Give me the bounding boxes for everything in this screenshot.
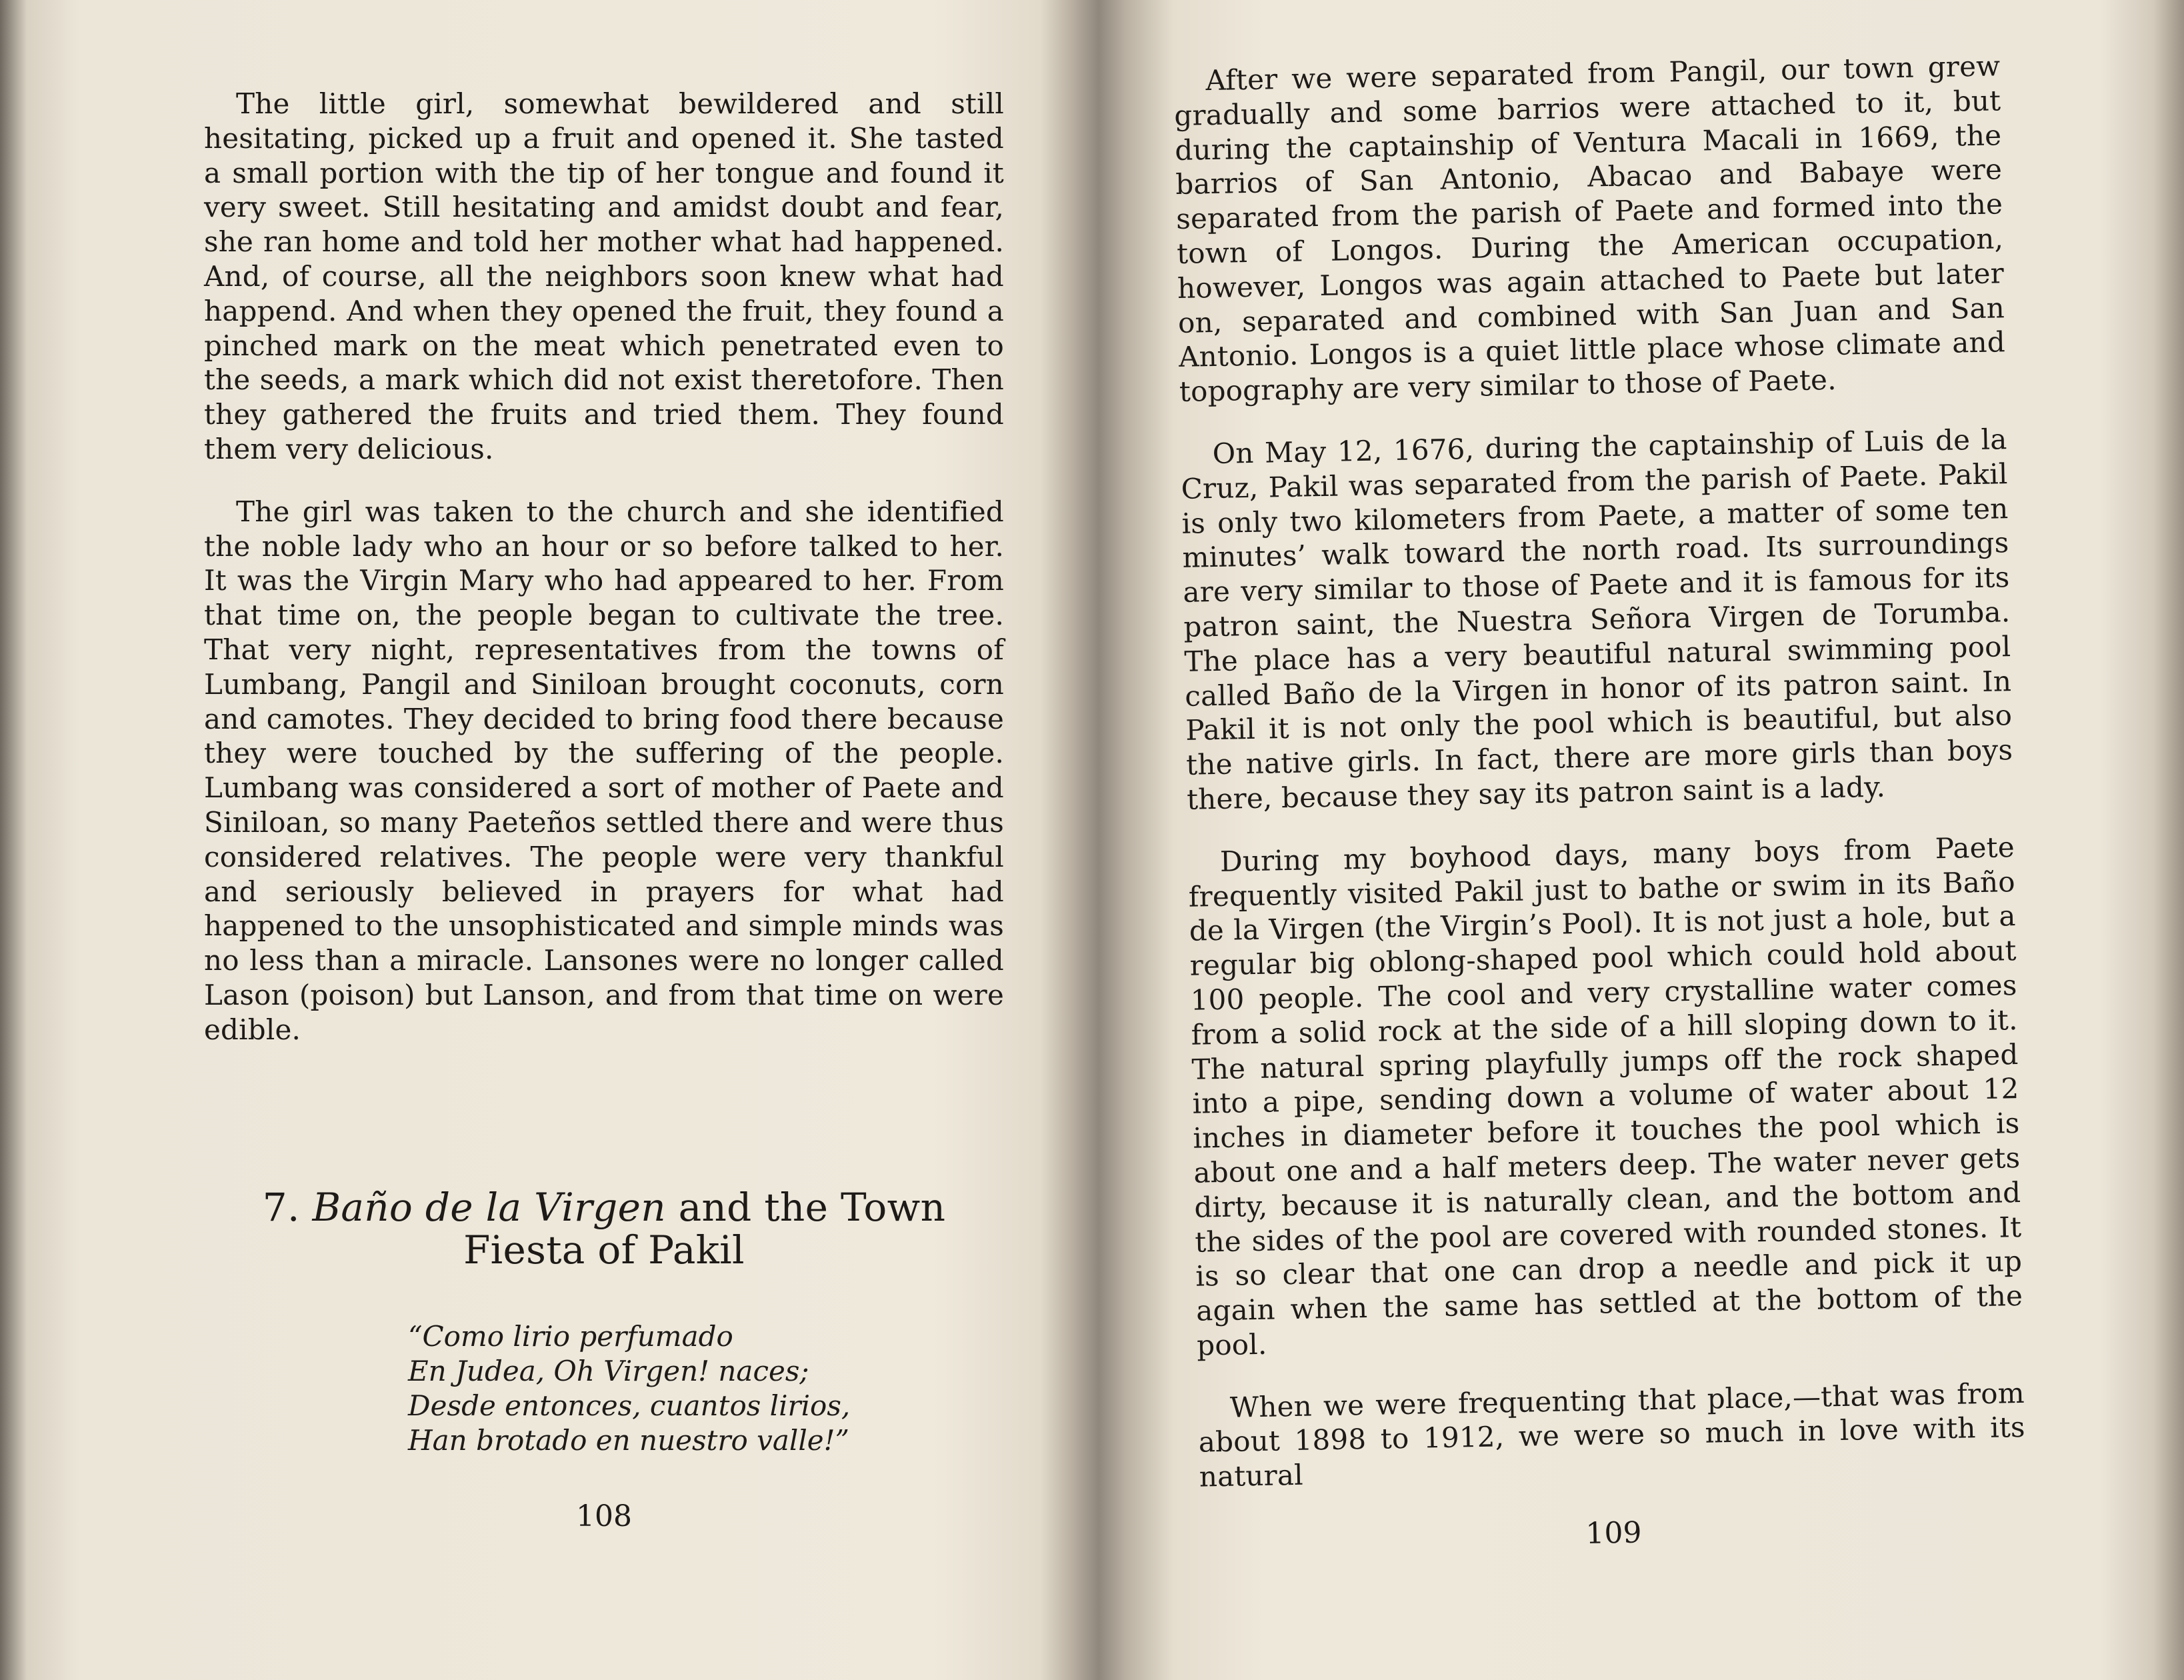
poem-line: Han brotado en nuestro valle!” — [408, 1423, 849, 1457]
chapter-title-rest: and the Town Fiesta of Pakil — [463, 1184, 946, 1273]
poem-line: Desde entonces, cuantos lirios, — [408, 1389, 851, 1422]
left-paragraph-2: The girl was taken to the church and she identified the noble lady who an hour or so before talked to her. It was the Virgin Mary who had appeared to her. From that time on, the people began to cultivate the tree. That very night, representatives from the towns of Lumbang, Pangil and Siniloan brought coconuts, corn and camotes. They decided to bring food there because they were touched by the suffering of the people. Lumbang was considered a sort of mother of Paete and Siniloan, so many Paeteños settled there and were thus considered relatives. The people were very thankful and seriously believed in prayers for what had happened to the unsophisticated and simple minds was no less than a miracle. Lansones were no longer called Lason (poison) but Lanson, and from that time on were edible. — [204, 495, 1004, 1046]
epigraph-poem — [408, 1319, 1004, 1458]
right-paragraph-4: When we were frequenting that place,—that was from about 1898 to 1912, we were so much in love with its natural — [1198, 1376, 2026, 1493]
right-paragraph-1: After we were separated from Pangil, our town grew gradually and some barrios were attached to it, but during the captainship of Ventura Macali in 1669, the barrios of San Antonio, Abacao and Babaye were separated from the parish of Paete and formed into the town of Longos. During the American occupation, however, Longos was again attached to Paete but later on, separated and combined with San Juan and San Antonio. Longos is a quiet little place whose climate and topography are very similar to those of Paete. — [1173, 49, 2006, 409]
page-number-left: 108 — [576, 1499, 632, 1533]
poem-line: En Judea, Oh Virgen! naces; — [408, 1354, 809, 1387]
chapter-number: 7. — [262, 1184, 300, 1230]
chapter-title-italic: Baño de la Virgen — [312, 1184, 666, 1230]
right-paragraph-2: On May 12, 1676, during the captainship of Luis de la Cruz, Pakil was separated from the parish of Paete. Pakil is only two kilometers from Paete, a matter of some ten minutes’ walk toward the north road. Its surroundings are very similar to those of Paete and it is famous for its patron saint, the Nuestra Señora Virgen de Torumba. The place has a very beautiful natural swimming pool called Baño de la Virgen in honor of its patron saint. In Pakil it is not only the pool which is beautiful, but also the native girls. In fact, there are more girls than boys there, because they say its patron saint is a lady. — [1181, 423, 2013, 816]
poem-line: “Como lirio perfumado — [408, 1319, 733, 1353]
chapter-heading — [204, 1186, 1004, 1271]
left-page — [204, 87, 1004, 1533]
right-page — [1173, 49, 2027, 1557]
left-paragraph-1: The little girl, somewhat bewildered and still hesitating, picked up a fruit and opened it. She tasted a small portion with the tip of her tongue and found it very sweet. Still hesitating and amidst doubt and fear, she ran home and told her mother what had happened. And, of course, all the neighbors soon knew what had happend. And when they opened the fruit, they found a pinched mark on the meat which penetrated even to the seeds, a mark which did not exist theretofore. Then they gathered the fruits and tried them. They found them very delicious. — [204, 87, 1004, 465]
page-number-right: 109 — [1585, 1515, 1642, 1551]
right-paragraph-3: During my boyhood days, many boys from Paete frequently visited Pakil just to bathe or swim in its Baño de la Virgen (the Virgin’s Pool). It is not just a hole, but a regular big oblong-shaped pool which could hold about 100 people. The cool and very crystalline water comes from a solid rock at the side of a hill sloping down to it. The natural spring playfully jumps off the rock shaped into a pipe, sending down a volume of water about 12 inches in diameter before it touches the pool which is about one and a half meters deep. The water never gets dirty, because it is naturally clean, and the bottom and the sides of the pool are covered with rounded stones. It is so clear that one can drop a needle and pick it up again when the same has settled at the bottom of the pool. — [1188, 830, 2023, 1362]
